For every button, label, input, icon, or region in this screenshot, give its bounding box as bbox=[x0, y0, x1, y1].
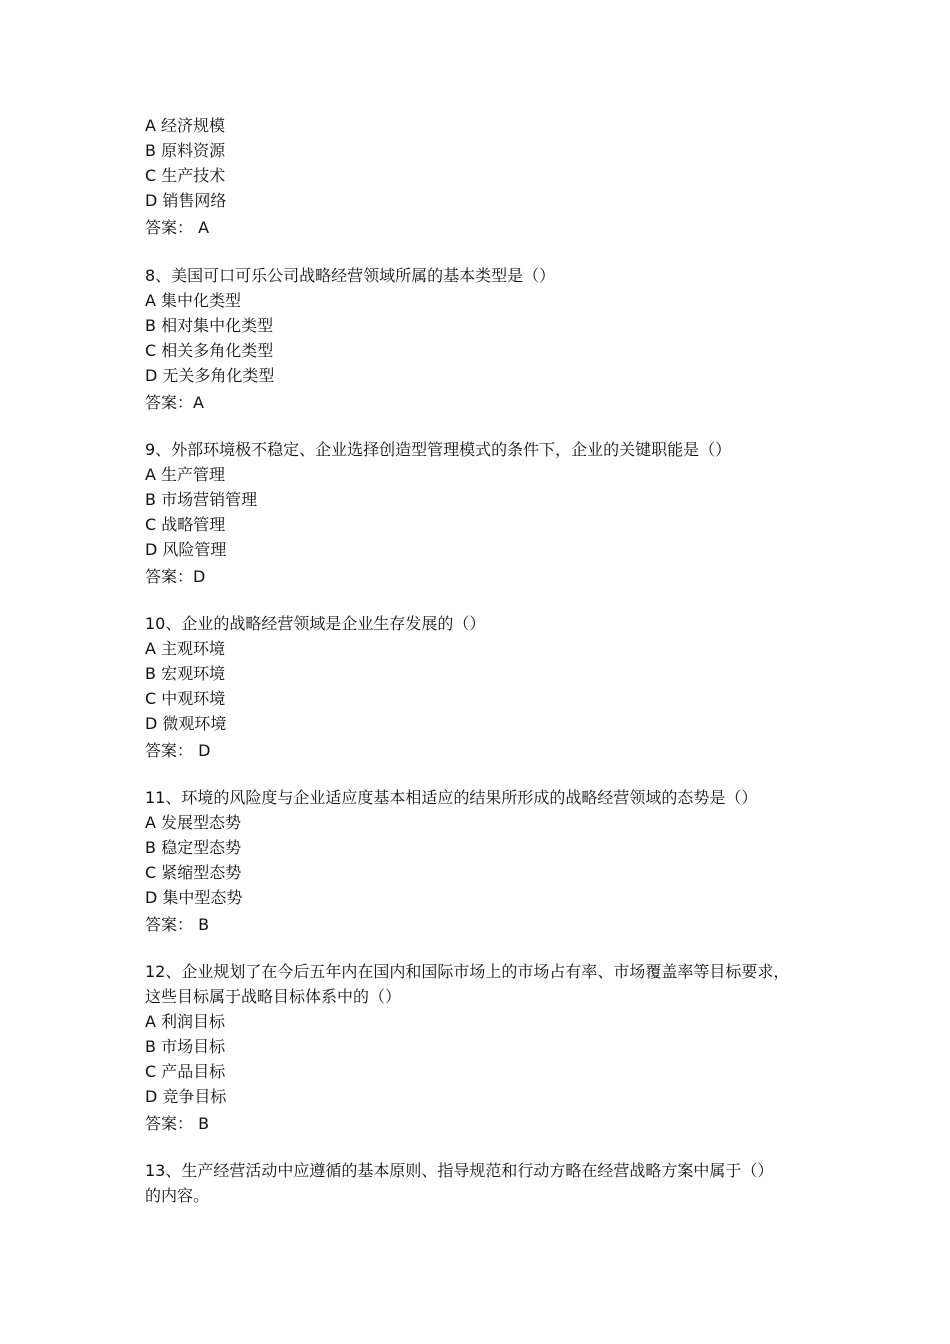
option-c: C 战略管理 bbox=[145, 515, 226, 534]
question-11 bbox=[145, 785, 815, 937]
question-text-line-1: 12、企业规划了在今后五年内在国内和国际市场上的市场占有率、市场覆盖率等目标要求， bbox=[145, 962, 790, 981]
option-d: D 风险管理 bbox=[145, 540, 227, 559]
option-c: C 产品目标 bbox=[145, 1062, 226, 1081]
question-12 bbox=[145, 959, 815, 1136]
option-c: C 生产技术 bbox=[145, 166, 226, 185]
option-a: A 集中化类型 bbox=[145, 291, 242, 310]
option-c: C 紧缩型态势 bbox=[145, 863, 242, 882]
answer-line: 答案： B bbox=[145, 915, 210, 934]
option-a: A 主观环境 bbox=[145, 639, 226, 658]
option-d: D 微观环境 bbox=[145, 714, 227, 733]
option-b: B 原料资源 bbox=[145, 141, 226, 160]
question-10 bbox=[145, 611, 815, 763]
option-d: D 销售网络 bbox=[145, 191, 227, 210]
question-8 bbox=[145, 263, 815, 415]
question-text: 11、环境的风险度与企业适应度基本相适应的结果所形成的战略经营领域的态势是（） bbox=[145, 788, 758, 807]
option-c: C 中观环境 bbox=[145, 689, 226, 708]
option-b: B 稳定型态势 bbox=[145, 838, 242, 857]
answer-line: 答案：A bbox=[145, 393, 204, 412]
option-b: B 宏观环境 bbox=[145, 664, 226, 683]
option-d: D 无关多角化类型 bbox=[145, 366, 275, 385]
option-b: B 相对集中化类型 bbox=[145, 316, 274, 335]
answer-line: 答案： D bbox=[145, 741, 211, 760]
option-d: D 集中型态势 bbox=[145, 888, 243, 907]
option-b: B 市场目标 bbox=[145, 1037, 226, 1056]
question-text: 9、外部环境极不稳定、企业选择创造型管理模式的条件下，企业的关键职能是（） bbox=[145, 440, 732, 459]
option-a: A 经济规模 bbox=[145, 116, 226, 135]
question-9 bbox=[145, 437, 815, 589]
question-text: 8、美国可口可乐公司战略经营领域所属的基本类型是（） bbox=[145, 266, 556, 285]
option-c: C 相关多角化类型 bbox=[145, 341, 274, 360]
question-text-line-1: 13、生产经营活动中应遵循的基本原则、指导规范和行动方略在经营战略方案中属于（） bbox=[145, 1161, 774, 1180]
answer-line: 答案： A bbox=[145, 218, 210, 237]
question-text-line-2: 这些目标属于战略目标体系中的（） bbox=[145, 987, 402, 1006]
question-partial bbox=[145, 113, 815, 240]
answer-line: 答案： B bbox=[145, 1114, 210, 1133]
option-a: A 发展型态势 bbox=[145, 813, 242, 832]
option-a: A 利润目标 bbox=[145, 1012, 226, 1031]
option-d: D 竞争目标 bbox=[145, 1087, 227, 1106]
question-13 bbox=[145, 1158, 815, 1208]
answer-line: 答案：D bbox=[145, 567, 206, 586]
question-text: 10、企业的战略经营领域是企业生存发展的（） bbox=[145, 614, 486, 633]
option-a: A 生产管理 bbox=[145, 465, 226, 484]
question-text-line-2: 的内容。 bbox=[145, 1186, 210, 1205]
option-b: B 市场营销管理 bbox=[145, 490, 258, 509]
